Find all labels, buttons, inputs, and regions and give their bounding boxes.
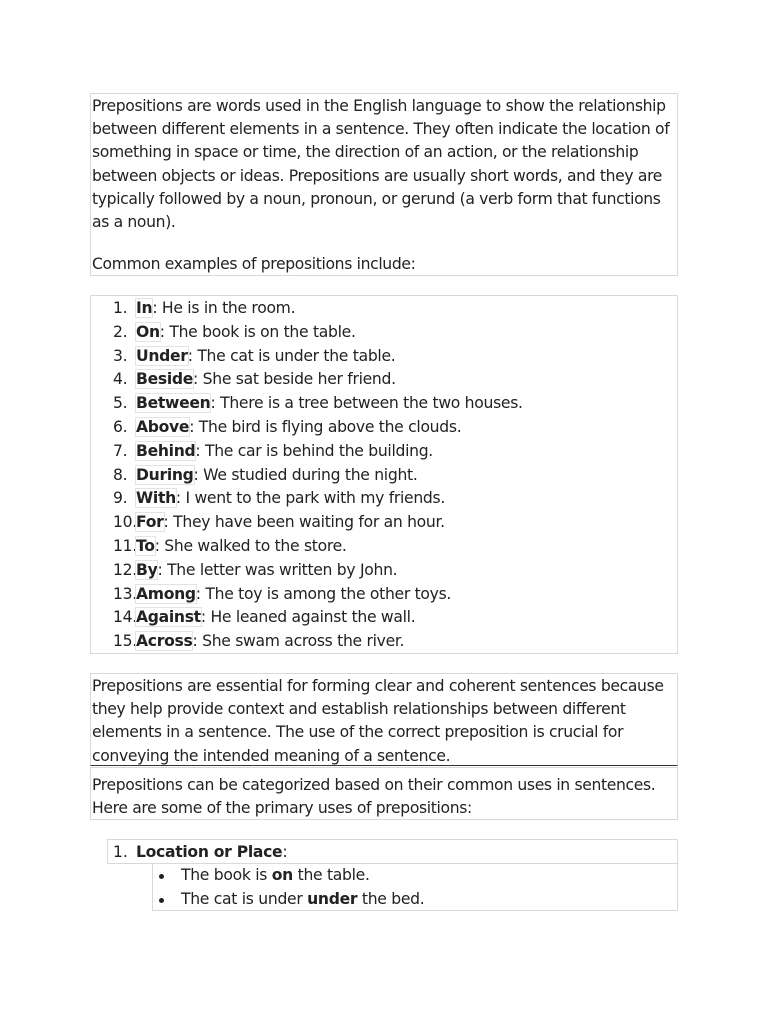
bullet-list <box>153 864 677 911</box>
list-item <box>153 888 677 912</box>
uses-heading-row <box>107 839 678 864</box>
example-sentence: : The book is on the table. <box>159 322 356 341</box>
list-number: 8. <box>113 465 128 484</box>
preposition-term: Behind <box>136 441 196 460</box>
preposition-term: Beside <box>136 370 194 389</box>
bullet-before: The cat is under <box>181 889 308 908</box>
bullet-icon <box>159 874 164 879</box>
list-item <box>91 321 677 345</box>
list-item <box>91 487 677 511</box>
example-sentence: : He is in the room. <box>152 299 296 317</box>
example-sentence: : The car is behind the building. <box>195 441 433 460</box>
list-item <box>91 297 677 321</box>
list-item <box>91 416 677 440</box>
uses-label: Location or Place <box>136 843 283 861</box>
bullet-before: The book is <box>181 866 272 884</box>
example-sentence: : There is a tree between the two houses. <box>210 394 523 413</box>
list-number: 10. <box>113 513 137 532</box>
list-item <box>91 535 677 559</box>
example-sentence: : The toy is among the other toys. <box>195 584 452 603</box>
example-sentence: : The cat is under the table. <box>187 346 396 365</box>
example-sentence: : The bird is flying above the clouds. <box>189 417 462 436</box>
bullet-icon <box>159 898 164 903</box>
example-sentence: : They have been waiting for an hour. <box>163 513 445 532</box>
essential-section <box>90 673 678 766</box>
intro-section <box>90 93 678 276</box>
list-item <box>91 559 677 583</box>
list-item <box>153 864 677 888</box>
list-item <box>91 511 677 535</box>
list-number: 1. <box>113 843 128 861</box>
preposition-term: On <box>136 322 160 341</box>
essential-paragraph: Prepositions are essential for forming clear and coherent sentences because they help provide context and establish relationships between different elements in a sentence. The use of the correct preposition is crucial for conveying the intended meaning of a sentence. <box>92 677 664 765</box>
preposition-term: Above <box>136 417 190 436</box>
uses-suffix: : <box>282 843 288 861</box>
list-number: 11. <box>113 536 137 555</box>
list-number: 7. <box>113 441 128 460</box>
list-number: 14. <box>113 608 137 627</box>
preposition-term: Under <box>136 346 188 365</box>
example-sentence: : She sat beside her friend. <box>193 370 396 389</box>
example-sentence: : The letter was written by John. <box>157 560 398 579</box>
bullet-after: the table. <box>292 866 370 884</box>
list-number: 4. <box>113 370 128 389</box>
preposition-term: During <box>136 465 194 484</box>
list-item <box>91 630 677 654</box>
bullet-bold: on <box>271 866 293 884</box>
examples-lead: Common examples of prepositions include: <box>92 255 416 273</box>
list-number: 1. <box>113 299 128 317</box>
list-number: 5. <box>113 394 128 413</box>
list-item <box>91 606 677 630</box>
categorized-paragraph: Prepositions can be categorized based on their common uses in sentences. Here are some of the primary uses of prepositions: <box>92 776 656 818</box>
example-sentence: : He leaned against the wall. <box>200 608 416 627</box>
list-item <box>91 368 677 392</box>
bullet-after: the bed. <box>357 889 425 908</box>
preposition-term: By <box>136 560 158 579</box>
list-item <box>91 583 677 607</box>
list-item <box>91 440 677 464</box>
examples-list <box>91 297 677 654</box>
categorized-section <box>90 767 678 820</box>
example-sentence: : She walked to the store. <box>154 536 347 555</box>
preposition-term: To <box>136 536 155 555</box>
preposition-term: Against <box>136 608 201 627</box>
preposition-term: With <box>136 489 176 508</box>
example-sentence: : She swam across the river. <box>192 632 405 651</box>
list-number: 6. <box>113 417 128 436</box>
list-number: 15. <box>113 632 137 651</box>
preposition-term: For <box>136 513 164 532</box>
intro-paragraph: Prepositions are words used in the English language to show the relationship between different elements in a sentence. They often indicate the location of something in space or time, the direction of an action, or the relationship between objects or ideas. Prepositions are usually short words, and they are typically followed by a noun, pronoun, or gerund (a verb form that functions as a noun). <box>92 97 670 232</box>
example-sentence: : I went to the park with my friends. <box>175 489 445 508</box>
examples-list-section <box>90 295 678 654</box>
preposition-term: Between <box>136 394 211 413</box>
example-sentence: : We studied during the night. <box>193 465 418 484</box>
preposition-term: In <box>136 299 153 317</box>
list-number: 9. <box>113 489 128 508</box>
uses-bullets <box>152 863 678 911</box>
list-number: 3. <box>113 346 128 365</box>
list-number: 13. <box>113 584 137 603</box>
list-item <box>91 345 677 369</box>
bullet-bold: under <box>307 889 358 908</box>
list-number: 12. <box>113 560 137 579</box>
list-item <box>91 464 677 488</box>
list-item <box>91 392 677 416</box>
preposition-term: Across <box>136 632 193 651</box>
preposition-term: Among <box>136 584 196 603</box>
list-number: 2. <box>113 322 128 341</box>
